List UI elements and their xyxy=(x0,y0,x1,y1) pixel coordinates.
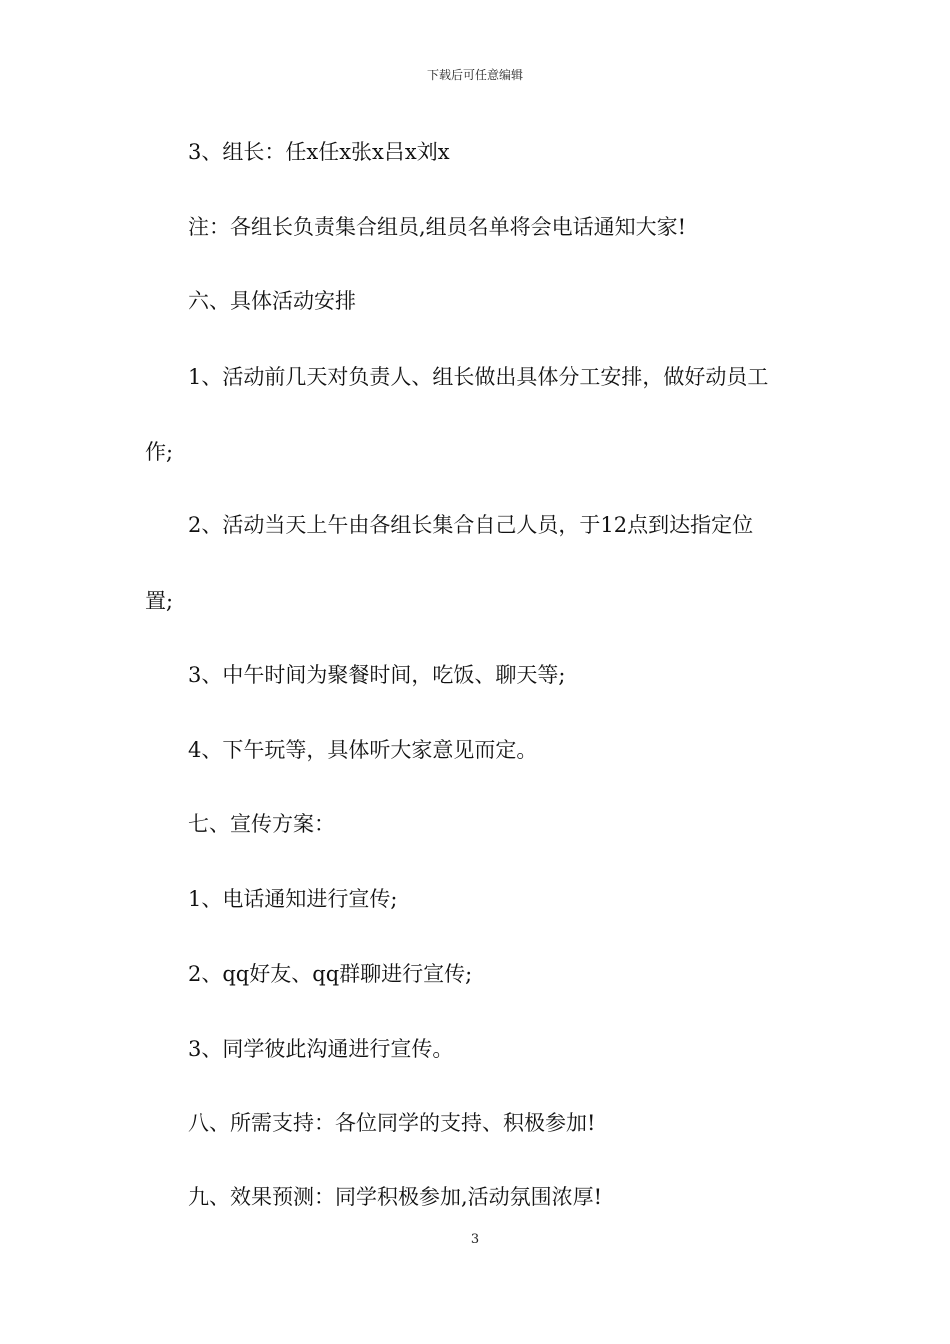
paragraph-item-4: 4、下午玩等，具体听大家意见而定。 xyxy=(188,738,538,762)
paragraph-item-1-cont: 作; xyxy=(145,440,174,464)
paragraph-promo-2: 2、qq好友、qq群聊进行宣传; xyxy=(188,962,473,986)
paragraph-item-3: 3、中午时间为聚餐时间，吃饭、聊天等; xyxy=(188,663,566,687)
paragraph-item-2-cont: 置; xyxy=(145,589,174,613)
section-heading-9: 九、效果预测：同学积极参加,活动氛围浓厚! xyxy=(188,1185,603,1209)
section-heading-6: 六、具体活动安排 xyxy=(188,289,356,313)
paragraph-item-1: 1、活动前几天对负责人、组长做出具体分工安排，做好动员工 xyxy=(188,365,769,389)
paragraph-promo-1: 1、电话通知进行宣传; xyxy=(188,887,398,911)
section-heading-8: 八、所需支持：各位同学的支持、积极参加! xyxy=(188,1111,596,1135)
section-heading-7: 七、宣传方案： xyxy=(188,812,335,836)
page-number: 3 xyxy=(470,1232,480,1247)
paragraph-item-2: 2、活动当天上午由各组长集合自己人员，于12点到达指定位 xyxy=(188,513,754,537)
paragraph-promo-3: 3、同学彼此沟通进行宣传。 xyxy=(188,1037,454,1061)
page-header: 下载后可任意编辑 xyxy=(426,68,523,82)
paragraph-note: 注：各组长负责集合组员,组员名单将会电话通知大家! xyxy=(188,215,687,239)
paragraph-group-leaders: 3、组长：任x任x张x吕x刘x xyxy=(188,140,450,164)
